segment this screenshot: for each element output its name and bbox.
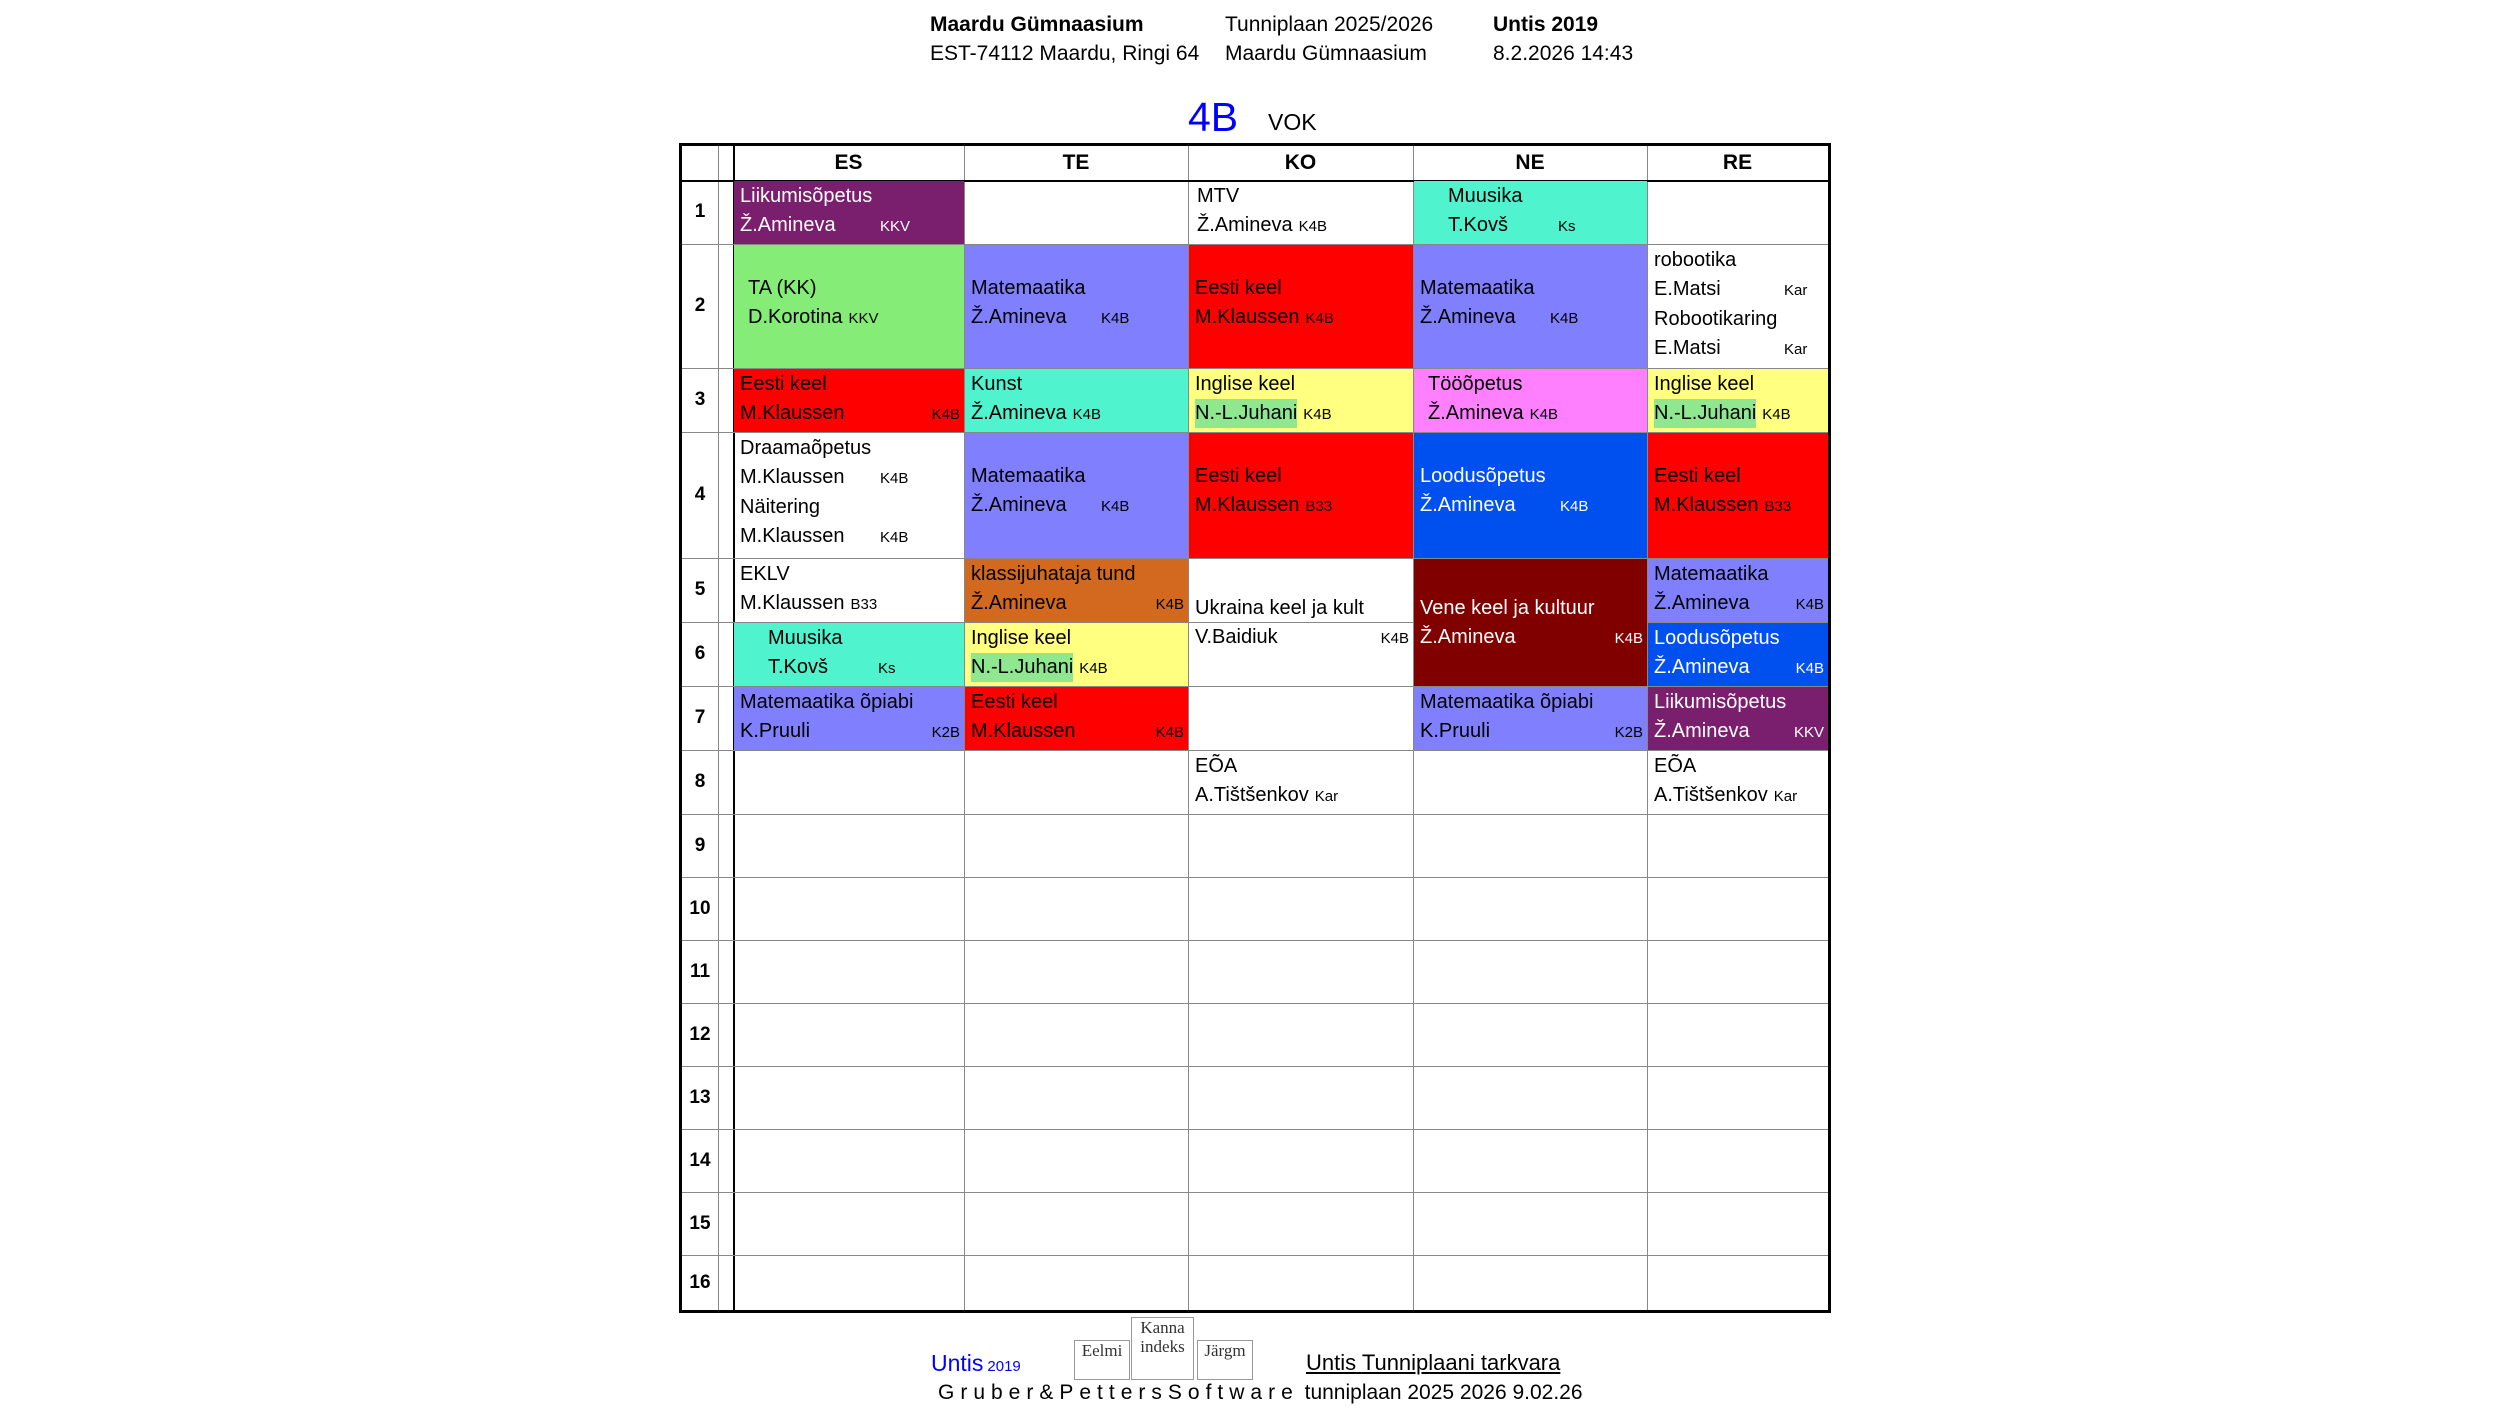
day-header-te: TE [1062, 151, 1090, 174]
lesson-teacher-room [748, 303, 964, 333]
day-header-ko: KO [1284, 151, 1317, 174]
lesson-room: K4B [1795, 660, 1824, 677]
lesson-subject-text: Näitering [740, 496, 821, 518]
lesson-room: K2B [1614, 724, 1643, 741]
lesson-subject-text: Eesti keel [1195, 465, 1282, 487]
lesson-subject [1195, 370, 1413, 399]
lesson-subject [1195, 462, 1413, 491]
lesson-subject [1654, 688, 1828, 717]
footer-untis-logo [931, 1350, 1021, 1377]
lesson-es-4[interactable] [734, 433, 964, 558]
lesson-subject-text: Liikumisõpetus [1654, 691, 1787, 713]
lesson-teacher-room [1420, 623, 1647, 653]
lesson-teacher: Ž.Amineva [971, 494, 1067, 516]
lesson-room: Ks [1558, 218, 1576, 235]
lesson-ko-56[interactable] [1189, 559, 1413, 686]
lesson-subject [971, 370, 1188, 399]
grid-hline [682, 940, 1828, 941]
period-number: 4 [694, 484, 706, 505]
lesson-es-6[interactable] [734, 623, 964, 686]
footer-company: Gruber&PettersSoftware [938, 1381, 1299, 1404]
lesson-subject-text: Inglise keel [1195, 373, 1296, 395]
lesson-teacher: Ž.Amineva [740, 214, 836, 236]
lesson-teacher-room [1654, 399, 1828, 429]
lesson-teacher: M.Klaussen [740, 592, 845, 614]
lesson-teacher-room [1197, 211, 1413, 241]
period-number: 14 [689, 1150, 711, 1171]
lesson-teacher-room [768, 653, 964, 683]
lesson-room: K4B [1079, 660, 1108, 677]
day-header-ne: NE [1515, 151, 1545, 174]
lesson-teacher: K.Pruuli [740, 720, 811, 742]
lesson-room: Ks [878, 660, 896, 677]
lesson-subject [1195, 752, 1413, 781]
footer-untis-year: 2019 [987, 1358, 1021, 1375]
lesson-subject [740, 182, 964, 211]
lesson-teacher-room [740, 211, 964, 241]
footer-untis: Untis [931, 1350, 984, 1376]
period-number: 12 [689, 1024, 711, 1045]
lesson-ne-3[interactable] [1414, 369, 1647, 432]
lesson-teacher: T.Kovš [768, 656, 829, 678]
lesson-subject [1420, 688, 1647, 717]
lesson-subject-text: EÕA [1195, 755, 1238, 777]
lesson-subject-text: Matemaatika [1420, 277, 1535, 299]
period-number: 3 [694, 389, 706, 410]
lesson-teacher: T.Kovš [1448, 214, 1509, 236]
lesson-subject-text: robootika [1654, 249, 1737, 271]
lesson-teacher-room [740, 522, 964, 552]
lesson-room: Kar [1784, 341, 1808, 358]
grid-hline [682, 1003, 1828, 1004]
period-number: 15 [689, 1213, 711, 1234]
class-teacher: VOK [1268, 109, 1317, 135]
lesson-room: Kar [1784, 282, 1808, 299]
lesson-ne-4[interactable] [1414, 433, 1647, 558]
lesson-re-2[interactable] [1648, 245, 1828, 368]
lesson-teacher-room [971, 303, 1188, 333]
grid-hline [682, 877, 1828, 878]
lesson-subject-text: Matemaatika õpiabi [1420, 691, 1594, 713]
lesson-subject [1654, 246, 1828, 275]
lesson-ko-2[interactable] [1189, 245, 1413, 368]
lesson-subject [1420, 462, 1647, 491]
lesson-room: K4B [1795, 596, 1824, 613]
class-name: 4B [1188, 94, 1239, 140]
lesson-subject-text: Matemaatika [971, 277, 1086, 299]
lesson-subject-text: TA (KK) [748, 277, 817, 299]
period-number: 1 [694, 201, 706, 222]
lesson-room: K4B [1614, 630, 1643, 647]
lesson-re-8[interactable] [1648, 751, 1828, 814]
page-header [930, 10, 1643, 68]
lesson-subject-text: Tööõpetus [1428, 373, 1523, 395]
lesson-subject-text: Matemaatika õpiabi [740, 691, 914, 713]
lesson-te-5[interactable] [965, 559, 1188, 622]
lesson-room: K4B [1101, 498, 1130, 515]
school-name-2: Maardu Gümnaasium [1225, 42, 1427, 65]
lesson-subject-text: Matemaatika [971, 465, 1086, 487]
lesson-teacher-room [1654, 589, 1828, 619]
previous-image-link[interactable] [1074, 1340, 1130, 1380]
lesson-teacher: A.Tištšenkov [1195, 784, 1309, 806]
lesson-teacher-room [1654, 781, 1828, 811]
lesson-teacher: Ž.Amineva [1654, 720, 1750, 742]
lesson-room: B33 [1305, 498, 1333, 515]
lesson-teacher-room [1195, 399, 1413, 429]
generated-datetime: 8.2.2026 14:43 [1493, 42, 1634, 65]
lesson-teacher-room [1420, 303, 1647, 333]
lesson-room: K4B [1072, 406, 1101, 423]
lesson-teacher: Ž.Amineva [971, 402, 1067, 424]
lesson-teacher-room [1654, 717, 1828, 747]
lesson-teacher: Ž.Amineva [1420, 494, 1516, 516]
lesson-room: K4B [931, 406, 960, 423]
lesson-room: K4B [1305, 310, 1334, 327]
period-number: 5 [694, 579, 706, 600]
lesson-room: K4B [1560, 498, 1589, 515]
period-number: 13 [689, 1087, 711, 1108]
day-header-re: RE [1722, 151, 1753, 174]
lesson-subject-text: Eesti keel [740, 373, 827, 395]
lesson-subject [740, 688, 964, 717]
lesson-te-6[interactable] [965, 623, 1188, 686]
lesson-teacher: M.Klaussen [1195, 494, 1300, 516]
lesson-subject [740, 434, 964, 463]
lesson-subject [1195, 594, 1413, 623]
lesson-subject-text: Draamaõpetus [740, 437, 872, 459]
lesson-room: KKV [880, 218, 911, 235]
lesson-subject-text: MTV [1197, 185, 1240, 207]
index-image-link[interactable] [1131, 1317, 1194, 1380]
next-image-link[interactable] [1197, 1340, 1253, 1380]
lesson-re-3[interactable] [1648, 369, 1828, 432]
lesson-teacher: Ž.Amineva [1654, 656, 1750, 678]
lesson-ne-2[interactable] [1414, 245, 1647, 368]
lesson-re-6[interactable] [1648, 623, 1828, 686]
lesson-subject [1420, 274, 1647, 303]
lesson-subject [748, 274, 964, 303]
lesson-es-2[interactable] [734, 245, 964, 368]
untis-link-text[interactable]: Untis [1306, 1350, 1357, 1375]
lesson-teacher-room [740, 717, 964, 747]
lesson-teacher: D.Korotina [748, 306, 843, 328]
lesson-teacher-room [740, 463, 964, 493]
lesson-teacher-room [1654, 334, 1828, 364]
lesson-subject-text: Muusika [768, 627, 843, 649]
lesson-te-2[interactable] [965, 245, 1188, 368]
lesson-subject [1654, 560, 1828, 589]
lesson-teacher-room [971, 589, 1188, 619]
lesson-teacher-room [740, 589, 964, 619]
lesson-teacher: M.Klaussen [1195, 306, 1300, 328]
lesson-room: K4B [880, 529, 909, 546]
lesson-subject-text: Loodusõpetus [1420, 465, 1546, 487]
lesson-subject [740, 370, 964, 399]
lesson-room: Kar [1773, 788, 1798, 805]
lesson-room: B33 [1764, 498, 1792, 515]
index-image-alt: Kanna indeks [1140, 1318, 1185, 1356]
lesson-subject-text: Kunst [971, 373, 1023, 395]
untis-software-link[interactable] [1306, 1350, 1560, 1376]
lesson-subject [1428, 370, 1647, 399]
lesson-subject [971, 274, 1188, 303]
lesson-subject [971, 688, 1188, 717]
lesson-room: K2B [931, 724, 960, 741]
lesson-subject [1654, 462, 1828, 491]
lesson-re-5[interactable] [1648, 559, 1828, 622]
lesson-teacher-room [1195, 303, 1413, 333]
lesson-subject-text: Robootikaring [1654, 308, 1778, 330]
period-number: 10 [689, 898, 711, 919]
grid-hline [682, 1129, 1828, 1130]
lesson-es-5[interactable] [734, 559, 964, 622]
lesson-teacher-room [971, 491, 1188, 521]
period-number: 2 [694, 295, 706, 316]
lesson-teacher: Ž.Amineva [1654, 592, 1750, 614]
lesson-teacher-room [1654, 653, 1828, 683]
period-number: 11 [689, 961, 711, 982]
lesson-teacher: Ž.Amineva [1197, 214, 1293, 236]
lesson-ko-1[interactable] [1189, 181, 1413, 244]
lesson-teacher-room [971, 717, 1188, 747]
period-number: 16 [689, 1272, 711, 1293]
lesson-ne-7[interactable] [1414, 687, 1647, 750]
day-header-es: ES [834, 151, 863, 174]
lesson-subject [971, 624, 1188, 653]
lesson-teacher-room [1654, 491, 1828, 521]
lesson-es-1[interactable] [734, 181, 964, 244]
lesson-te-3[interactable] [965, 369, 1188, 432]
lesson-teacher: V.Baidiuk [1195, 626, 1278, 648]
lesson-teacher: N.-L.Juhani [971, 653, 1073, 682]
lesson-teacher: A.Tištšenkov [1654, 784, 1768, 806]
period-number: 8 [694, 771, 706, 792]
grid-vline [718, 146, 719, 1310]
lesson-ne-56[interactable] [1414, 559, 1647, 686]
lesson-teacher-room [1420, 491, 1647, 521]
school-address: EST-74112 Maardu, Ringi 64 [930, 42, 1200, 65]
lesson-teacher-room [1195, 623, 1413, 653]
lesson-room: Kar [1314, 788, 1339, 805]
lesson-subject [1654, 752, 1828, 781]
previous-image-alt: Eelmi [1081, 1341, 1123, 1360]
lesson-teacher-room [1195, 491, 1413, 521]
lesson-teacher-room [1448, 211, 1647, 241]
period-number: 7 [694, 707, 706, 728]
lesson-room: K4B [1380, 630, 1409, 647]
lesson-teacher: M.Klaussen [740, 466, 845, 488]
lesson-es-7[interactable] [734, 687, 964, 750]
lesson-subject-text: Vene keel ja kultuur [1420, 597, 1595, 619]
lesson-subject-text: Eesti keel [1195, 277, 1282, 299]
lesson-teacher: M.Klaussen [1654, 494, 1759, 516]
grid-hline [682, 814, 1828, 815]
footer-text: tunniplaan 2025 2026 9.02.26 [1304, 1381, 1583, 1404]
lesson-subject [1654, 370, 1828, 399]
lesson-teacher: K.Pruuli [1420, 720, 1491, 742]
lesson-ko-4[interactable] [1189, 433, 1413, 558]
lesson-teacher: Ž.Amineva [971, 306, 1067, 328]
lesson-subject-text: Eesti keel [1654, 465, 1741, 487]
lesson-room: B33 [850, 596, 878, 613]
lesson-teacher-room [1420, 717, 1647, 747]
lesson-te-4[interactable] [965, 433, 1188, 558]
lesson-room: K4B [1101, 310, 1130, 327]
lesson-subject-text: EÕA [1654, 755, 1697, 777]
lesson-es-3[interactable] [734, 369, 964, 432]
lesson-teacher-room [740, 399, 964, 429]
lesson-subject-text: klassijuhataja tund [971, 563, 1136, 585]
lesson-room: K4B [1303, 406, 1332, 423]
lesson-room: K4B [1298, 218, 1327, 235]
lesson-teacher: E.Matsi [1654, 337, 1721, 359]
grid-hline [682, 1255, 1828, 1256]
lesson-te-7[interactable] [965, 687, 1188, 750]
lesson-subject [740, 493, 964, 522]
lesson-teacher: Ž.Amineva [1420, 306, 1516, 328]
lesson-subject [1654, 305, 1828, 334]
lesson-subject [1197, 182, 1413, 211]
lesson-teacher-room [971, 399, 1188, 429]
lesson-teacher: Ž.Amineva [971, 592, 1067, 614]
lesson-teacher-room [1654, 275, 1828, 305]
lesson-subject-text: EKLV [740, 563, 790, 585]
lesson-subject [768, 624, 964, 653]
period-number: 6 [694, 643, 706, 664]
lesson-teacher-room [1428, 399, 1647, 429]
lesson-teacher: M.Klaussen [740, 525, 845, 547]
lesson-room: K4B [1155, 596, 1184, 613]
lesson-room: K4B [1529, 406, 1558, 423]
lesson-ne-1[interactable] [1414, 181, 1647, 244]
lesson-teacher: E.Matsi [1654, 278, 1721, 300]
lesson-subject [1654, 624, 1828, 653]
lesson-subject [1420, 594, 1647, 623]
school-name: Maardu Gümnaasium [930, 13, 1144, 36]
app-name: Untis 2019 [1493, 13, 1599, 36]
lesson-room: KKV [1793, 724, 1824, 741]
next-image-alt: Järgm [1204, 1341, 1246, 1360]
plan-title: Tunniplaan 2025/2026 [1225, 13, 1434, 36]
lesson-teacher: N.-L.Juhani [1654, 399, 1756, 428]
lesson-teacher-room [971, 653, 1188, 683]
lesson-subject-text: Eesti keel [971, 691, 1058, 713]
lesson-subject-text: Inglise keel [1654, 373, 1755, 395]
grid-hline [682, 1192, 1828, 1193]
lesson-teacher: Ž.Amineva [1420, 626, 1516, 648]
lesson-room: K4B [880, 470, 909, 487]
lesson-subject-text: Ukraina keel ja kult [1195, 597, 1364, 619]
lesson-room: K4B [1155, 724, 1184, 741]
lesson-teacher: N.-L.Juhani [1195, 399, 1297, 428]
lesson-subject-text: Liikumisõpetus [740, 185, 873, 207]
lesson-subject [971, 560, 1188, 589]
lesson-subject [740, 560, 964, 589]
lesson-room: KKV [848, 310, 879, 327]
lesson-subject [1448, 182, 1647, 211]
lesson-teacher: M.Klaussen [971, 720, 1076, 742]
lesson-ko-3[interactable] [1189, 369, 1413, 432]
footer-line [938, 1381, 1583, 1405]
lesson-subject-text: Muusika [1448, 185, 1523, 207]
lesson-subject-text: Loodusõpetus [1654, 627, 1780, 649]
lesson-re-7[interactable] [1648, 687, 1828, 750]
lesson-subject [1195, 274, 1413, 303]
lesson-subject-text: Inglise keel [971, 627, 1072, 649]
lesson-ko-8[interactable] [1189, 751, 1413, 814]
lesson-teacher-room [1195, 781, 1413, 811]
lesson-room: K4B [1762, 406, 1791, 423]
lesson-teacher: Ž.Amineva [1428, 402, 1524, 424]
software-link-text[interactable]: Tunniplaani tarkvara [1361, 1350, 1561, 1375]
lesson-room: K4B [1550, 310, 1579, 327]
lesson-teacher: M.Klaussen [740, 402, 845, 424]
period-number: 9 [694, 835, 706, 856]
lesson-re-4[interactable] [1648, 433, 1828, 558]
timetable-grid [679, 143, 1831, 1313]
grid-hline [682, 1066, 1828, 1067]
lesson-subject-text: Matemaatika [1654, 563, 1769, 585]
lesson-subject [971, 462, 1188, 491]
